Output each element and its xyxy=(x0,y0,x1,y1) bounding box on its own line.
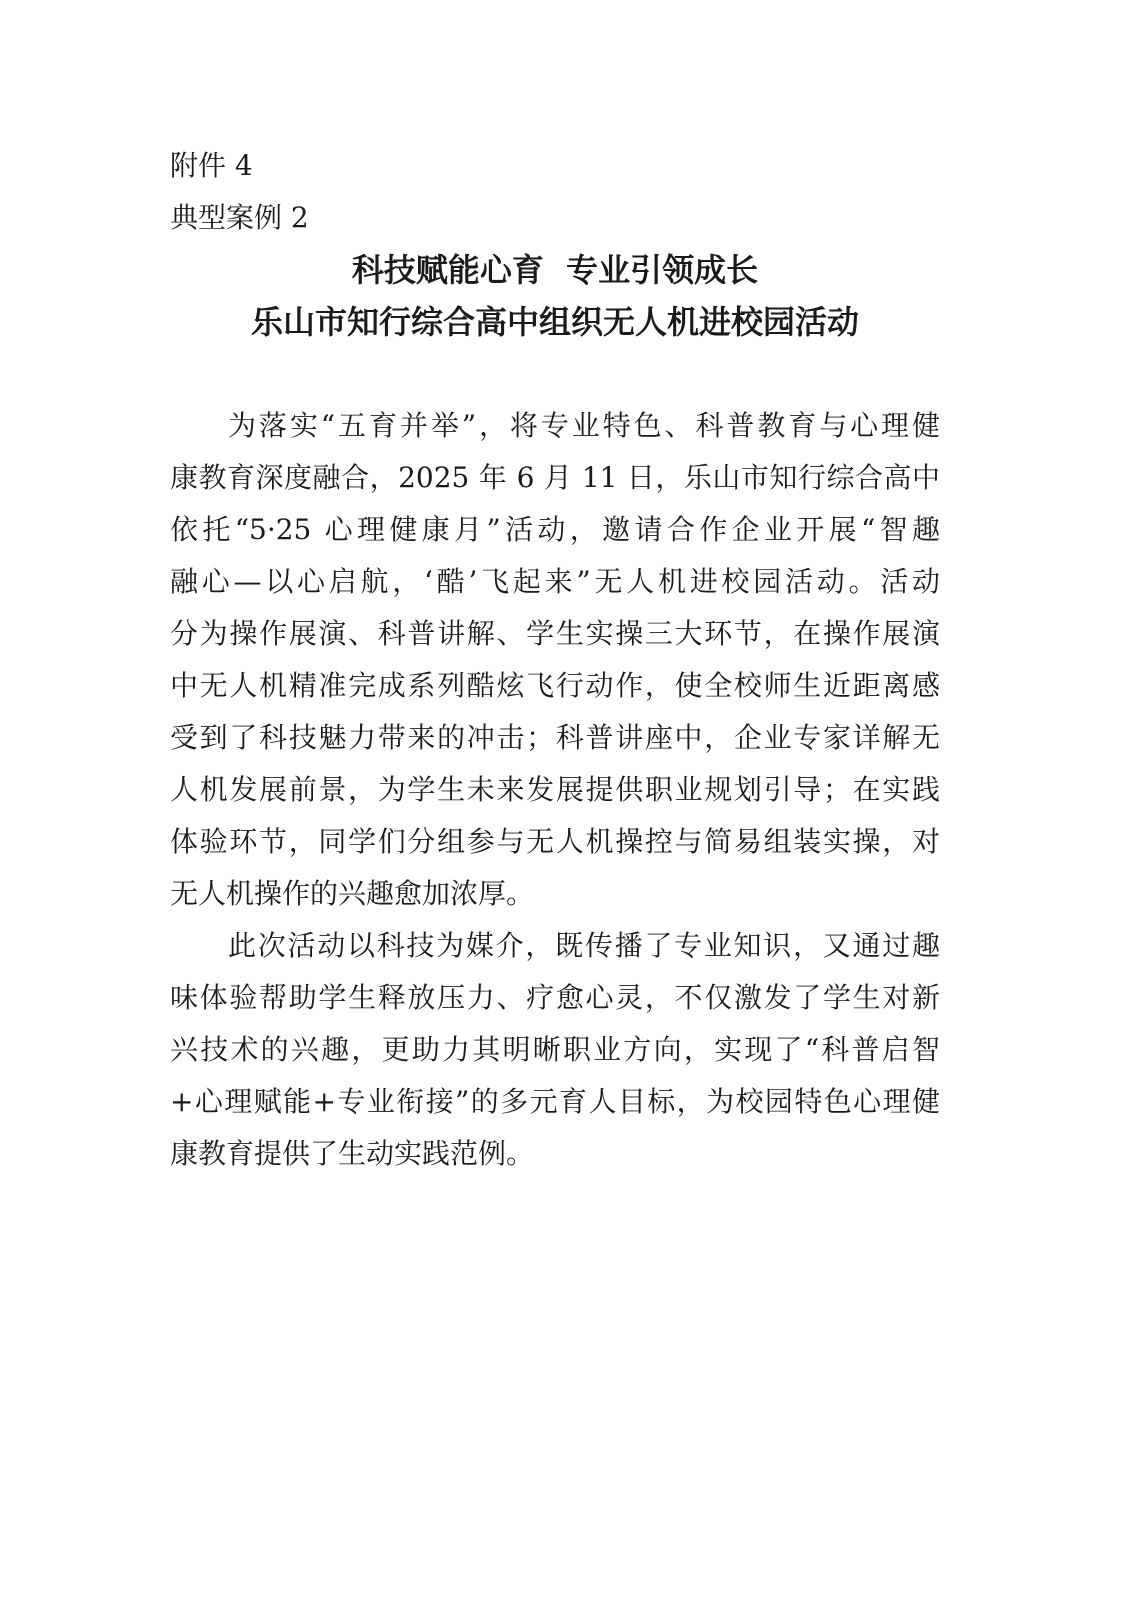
paragraph-1 xyxy=(170,400,940,920)
paragraph-2 xyxy=(170,920,940,1180)
paragraph-line: 人机发展前景，为学生未来发展提供职业规划引导；在实践 xyxy=(170,773,940,806)
paragraph-line: 融心—以心启航，‘酷’飞起来”无人机进校园活动。活动 xyxy=(170,565,940,598)
paragraph-line: 此次活动以科技为媒介，既传播了专业知识，又通过趣 xyxy=(228,929,940,962)
paragraph-line: 为落实“五育并举”，将专业特色、科普教育与心理健 xyxy=(228,409,940,442)
document-page xyxy=(170,140,940,1180)
case-label: 典型案例 2 xyxy=(170,201,309,234)
paragraph-line: 味体验帮助学生释放压力、疗愈心灵，不仅激发了学生对新 xyxy=(170,981,940,1014)
paragraph-line: 受到了科技魅力带来的冲击；科普讲座中，企业专家详解无 xyxy=(170,721,940,754)
title-line-2: 乐山市知行综合高中组织无人机进校园活动 xyxy=(250,303,859,341)
paragraph-line: 依托“5·25 心理健康月”活动，邀请合作企业开展“智趣 xyxy=(170,513,940,546)
title-spacer xyxy=(170,348,940,400)
paragraph-line: 康教育深度融合，2025 年 6 月 11 日，乐山市知行综合高中 xyxy=(170,461,940,494)
paragraph-line: +心理赋能+专业衔接”的多元育人目标，为校园特色心理健 xyxy=(170,1085,940,1118)
paragraph-line: 中无人机精准完成系列酷炫飞行动作，使全校师生近距离感 xyxy=(170,669,940,702)
title-line-1: 科技赋能心育 专业引领成长 xyxy=(351,251,759,289)
paragraph-line: 康教育提供了生动实践范例。 xyxy=(170,1137,535,1170)
paragraph-line: 分为操作展演、科普讲解、学生实操三大环节，在操作展演 xyxy=(170,617,940,650)
paragraph-line: 体验环节，同学们分组参与无人机操控与简易组装实操，对 xyxy=(170,825,940,858)
attachment-label: 附件 4 xyxy=(170,149,253,182)
paragraph-line: 无人机操作的兴趣愈加浓厚。 xyxy=(170,877,535,910)
paragraph-line: 兴技术的兴趣，更助力其明晰职业方向，实现了“科普启智 xyxy=(170,1033,940,1066)
